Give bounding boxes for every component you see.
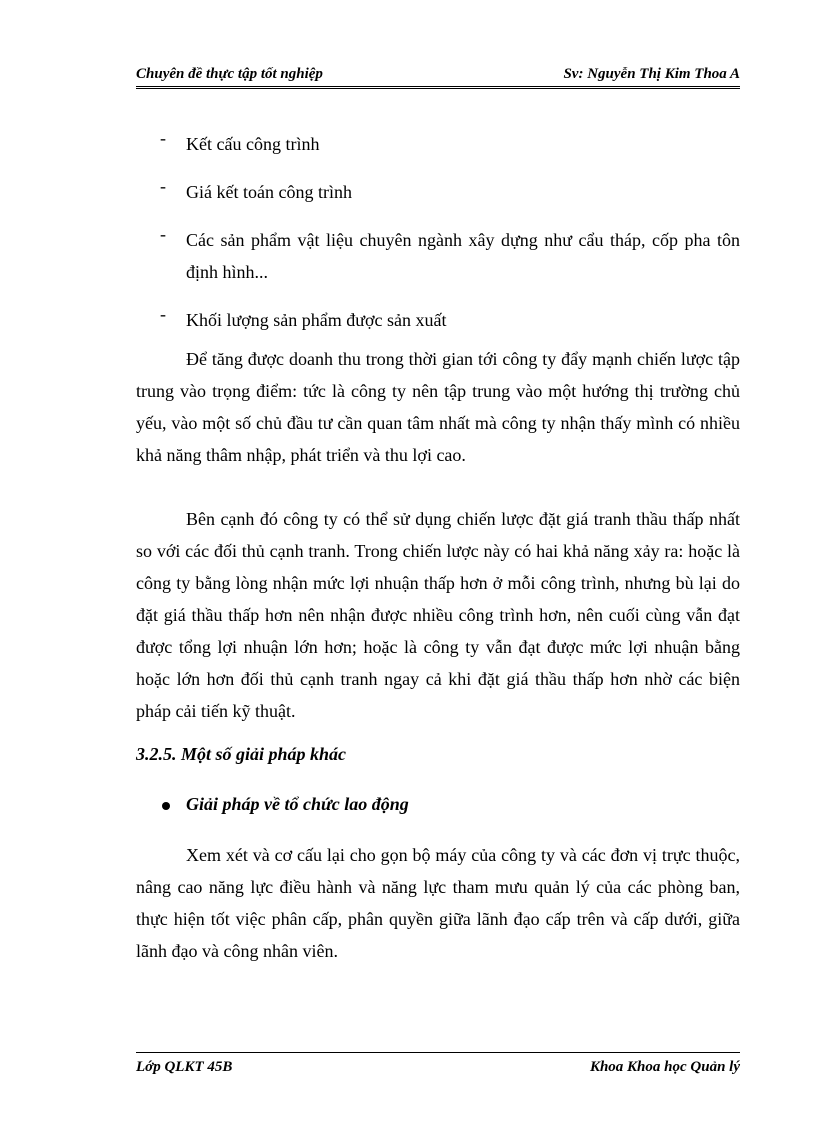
bullet-dot-icon <box>162 802 170 810</box>
list-item-text: Các sản phẩm vật liệu chuyên ngành xây dựng như cẩu tháp, cốp pha tôn định hình... <box>186 230 740 282</box>
list-item-text: Khối lượng sản phẩm được sản xuất <box>186 310 447 330</box>
page-footer <box>136 1052 740 1079</box>
footer-class-label: Lớp QLKT 45B <box>136 1059 233 1075</box>
list-item-text: Kết cấu công trình <box>186 134 320 154</box>
section-heading: 3.2.5. Một số giải pháp khác <box>136 744 347 764</box>
paragraph: Để tăng được doanh thu trong thời gian tới công ty đẩy mạnh chiến lược tập trung vào trọng điểm: tức là công ty nên tập trung vào một hướng thị trường chủ yếu, vào một số chủ đầu tư cần quan tâm nhất mà công ty nhận thấy mình có nhiều khả năng thâm nhập, phát triển và thu lợi cao. <box>136 349 740 465</box>
footer-faculty-label: Khoa Khoa học Quản lý <box>589 1059 740 1075</box>
paragraph: Bên cạnh đó công ty có thể sử dụng chiến lược đặt giá tranh thầu thấp nhất so với các đối thủ cạnh tranh. Trong chiến lược này có hai khả năng xảy ra: hoặc là công ty bằng lòng nhận mức lợi nhuận thấp hơn ở mỗi công trình, nhưng bù lại do đặt giá thầu thấp hơn nên nhận được nhiều công trình hơn, nên cuối cùng vẫn đạt được tổng lợi nhuận lớn hơn; hoặc là công ty vẫn đạt được mức lợi nhuận bằng hoặc lớn hơn đối thủ cạnh tranh ngay cả khi đặt giá thầu thấp hơn nhờ các biện pháp cải tiến kỹ thuật. <box>136 509 740 721</box>
subsection-heading: Giải pháp về tổ chức lao động <box>186 794 409 814</box>
dash-bullet-icon: - <box>160 176 166 196</box>
list-item-text: Giá kết toán công trình <box>186 182 352 202</box>
dash-bullet-icon: - <box>160 224 166 244</box>
dash-bullet-icon: - <box>160 304 166 324</box>
page-header <box>136 64 740 89</box>
paragraph: Xem xét và cơ cấu lại cho gọn bộ máy của công ty và các đơn vị trực thuộc, nâng cao năng lực điều hành và năng lực tham mưu quản lý của các phòng ban, thực hiện tốt việc phân cấp, phân quyền giữa lãnh đạo cấp trên và cấp dưới, giữa lãnh đạo và công nhân viên. <box>136 845 740 961</box>
dash-bullet-icon: - <box>160 128 166 148</box>
header-student-name: Sv: Nguyễn Thị Kim Thoa A <box>563 66 740 82</box>
header-document-title: Chuyên đề thực tập tốt nghiệp <box>136 66 323 82</box>
